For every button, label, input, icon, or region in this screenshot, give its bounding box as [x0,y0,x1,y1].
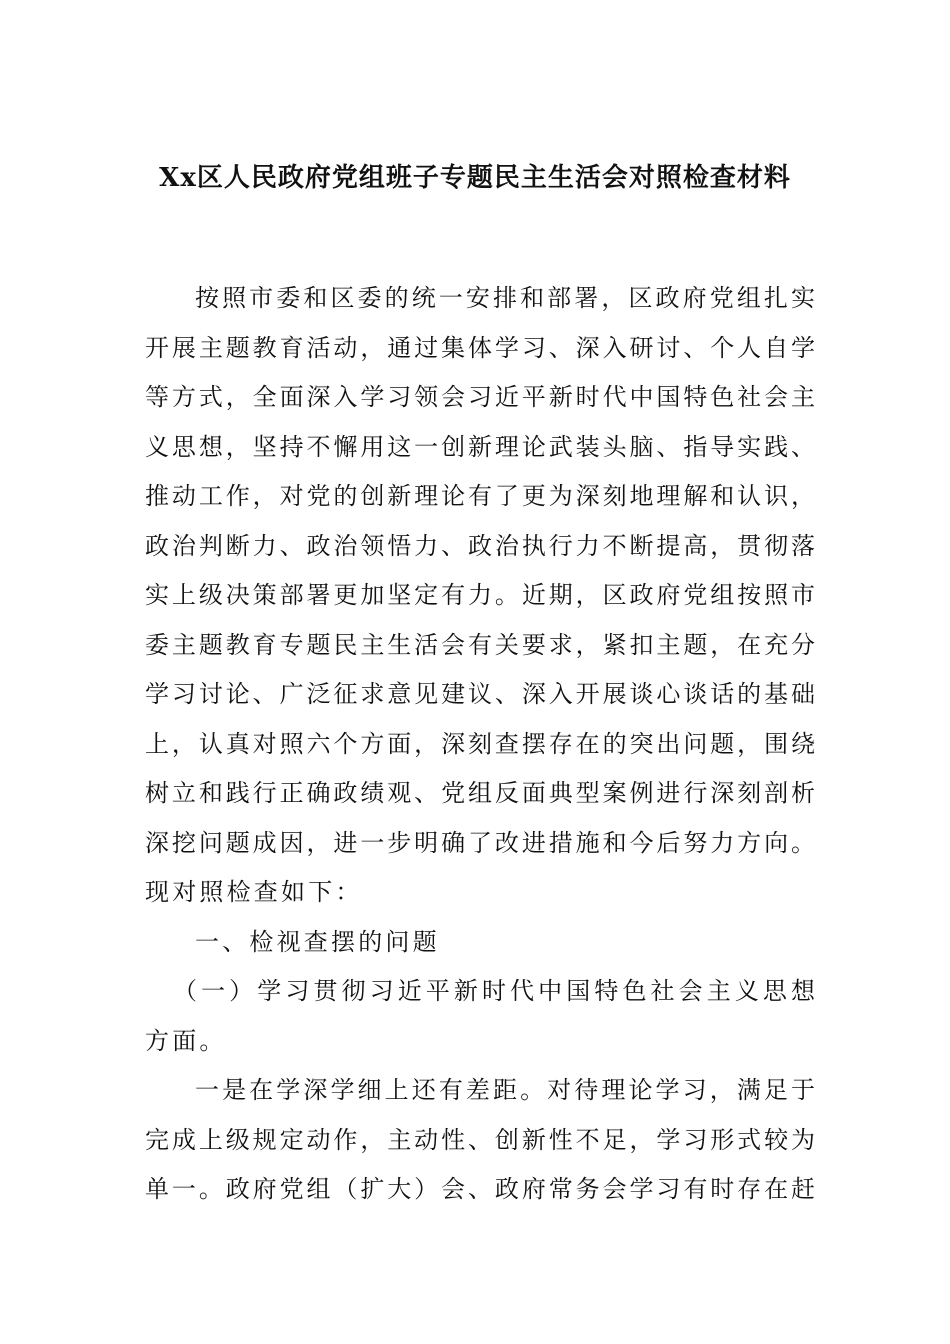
subsection-heading: （一）学习贯彻习近平新时代中国特色社会主义思想 [173,977,815,1005]
paragraph-line: 政治判断力、政治领悟力、政治执行力不断提高，贯彻落 [145,531,815,560]
paragraph-line: 等方式，全面深入学习领会习近平新时代中国特色社会主 [145,383,815,411]
paragraph-line: 开展主题教育活动，通过集体学习、深入研讨、个人自学 [145,333,815,362]
paragraph-line: 现对照检查如下： [145,878,363,906]
subsection-heading-continued: 方面。 [145,1026,227,1055]
document-title: Xx区人民政府党组班子专题民主生活会对照检查材料 [159,163,791,193]
paragraph-line: 推动工作，对党的创新理论有了更为深刻地理解和认识， [145,482,815,510]
paragraph-line: 义思想，坚持不懈用这一创新理论武装头脑、指导实践、 [145,432,815,461]
paragraph-line: 单一。政府党组（扩大）会、政府常务会学习有时存在赶 [145,1175,815,1203]
paragraph-line: 按照市委和区委的统一安排和部署，区政府党组扎实 [195,284,815,312]
section-heading: 一、检视查摆的问题 [195,927,440,956]
paragraph-line: 一是在学深学细上还有差距。对待理论学习，满足于 [195,1076,815,1104]
paragraph-line: 树立和践行正确政绩观、党组反面典型案例进行深刻剖析 [145,779,815,807]
paragraph-line: 上，认真对照六个方面，深刻查摆存在的突出问题，围绕 [145,729,815,758]
paragraph-line: 学习讨论、广泛征求意见建议、深入开展谈心谈话的基础 [145,680,815,708]
paragraph-line: 完成上级规定动作，主动性、创新性不足，学习形式较为 [145,1125,815,1154]
document-body [145,274,815,1215]
paragraph-line: 实上级决策部署更加坚定有力。近期，区政府党组按照市 [145,581,815,609]
paragraph-line: 委主题教育专题民主生活会有关要求，紧扣主题，在充分 [145,630,815,659]
paragraph-line: 深挖问题成因，进一步明确了改进措施和今后努力方向。 [145,828,815,857]
